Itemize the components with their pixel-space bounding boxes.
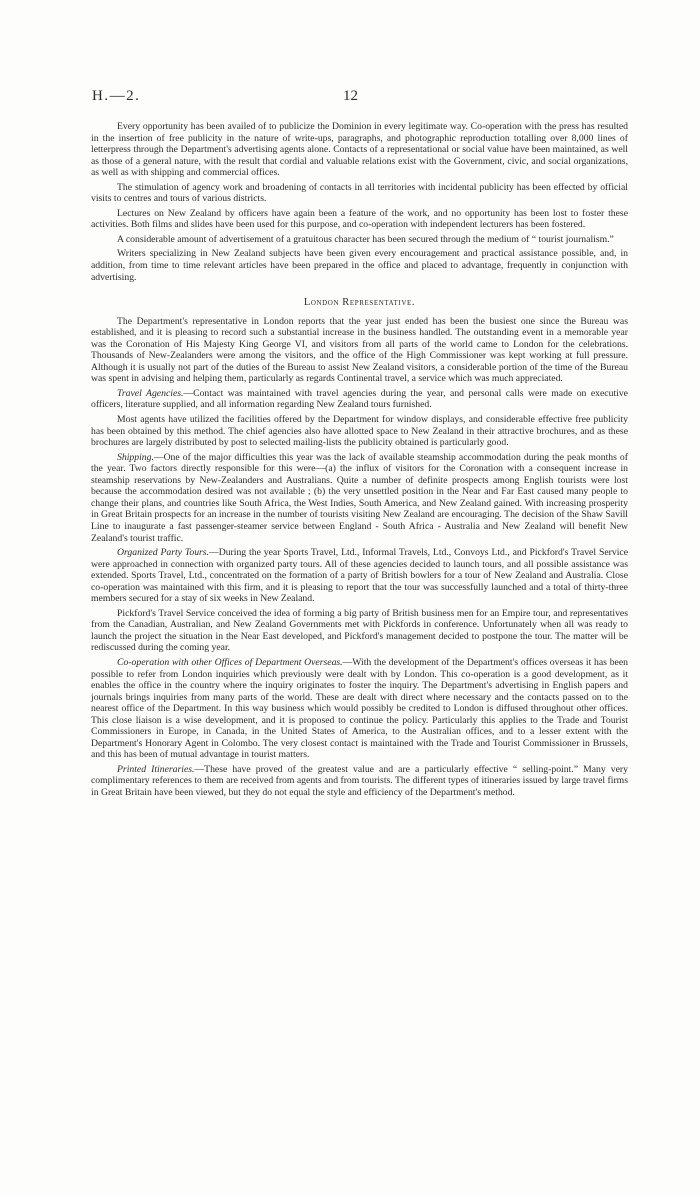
page-number: 12	[343, 88, 358, 104]
paragraph-text: —During the year Sports Travel, Ltd., Informal Travels, Ltd., Convoys Ltd., and Pickford's Travel Service were approached in connection with organized party tours. All of these agencies decided to launch tours, and all possible assistance was extended. Sports Travel, Ltd., concentrated on the formation of a party of British bowlers for a tour of New Zealand and Australia. Close co-operation was maintained with this firm, and it is pleasing to report that the tour was successfully launched and a total of thirty-three members secured for a stay of six weeks in New Zealand.	[91, 547, 628, 605]
paragraph-lead: Travel Agencies.	[117, 387, 184, 399]
paragraph: The stimulation of agency work and broadening of contacts in all territories with incidental publicity has been effected by official visits to centres and tours of various districts.	[91, 181, 628, 205]
paragraph	[91, 414, 628, 449]
paragraph	[91, 657, 628, 761]
paragraph-text: Pickford's Travel Service conceived the idea of forming a big party of British business men for an Empire tour, and representatives from the Canadian, Australian, and New Zealand Governments met with Pickfords in conference. Unfortunately when all was ready to launch the project the situation in the Near East developed, and Pickford's management decided to postpone the tour. The matter will be rediscussed during the coming year.	[91, 607, 628, 654]
paragraph	[91, 316, 628, 385]
paragraph	[91, 764, 628, 799]
body-text	[91, 121, 628, 802]
london-section	[91, 316, 628, 799]
paragraph	[91, 452, 628, 544]
paragraph-lead: Shipping.	[117, 451, 154, 463]
paragraph-lead: Co-operation with other Offices of Department Overseas.	[117, 656, 343, 668]
paragraph-text: —These have proved of the greatest value and are a particularly effective “ selling-point.” Many very complimentary references to them are received from agents and from tourists. The different types of itineraries issued by large travel firms in Great Britain have been viewed, but they do not equal the style and efficiency of the Department's method.	[91, 763, 628, 798]
paragraph-lead: Organized Party Tours.	[117, 547, 210, 559]
paragraph: A considerable amount of advertisement of a gratuitous character has been secured through the medium of “ tourist journalism.”	[117, 233, 614, 245]
paragraph-text: The Department's representative in London reports that the year just ended has been the busiest one since the Bureau was established, and it is pleasing to record such a substantial increase in the business handled. The outstanding event in a memorable year was the Coronation of His Majesty King George VI, and visitors from all parts of the world came to London for the celebrations. Thousands of New-Zealanders were among the visitors, and the office of the High Commissioner was kept working at full pressure. Although it is usually not part of the duties of the Bureau to assist New Zealand visitors, a considerable portion of the time of the Bureau was spent in advising and helping them, particularly as regards Continental travel, a service which was much appreciated.	[91, 315, 628, 385]
paragraph-text: —Contact was maintained with travel agencies during the year, and personal calls were made on executive officers, literature supplied, and all information regarding New Zealand tours furnished.	[91, 387, 628, 411]
paragraph	[91, 388, 628, 411]
paragraph-text: Most agents have utilized the facilities offered by the Department for window displays, and considerable effective free publicity has been obtained by this method. The chief agencies also have allotted space to New Zealand in their attractive brochures, and as these brochures are largely distributed by post to selected mailing-lists the publicity obtained is particularly good.	[91, 414, 628, 449]
paragraph: Writers specializing in New Zealand subjects have been given every encouragement and practical assistance possible, and, in addition, from time to time relevant articles have been prepared in the office and placed to advantage, frequently in conjunction with advertising.	[91, 248, 628, 283]
paragraph-lead: Printed Itineraries.	[117, 763, 195, 775]
paragraph: Every opportunity has been availed of to publicize the Dominion in every legitimate way. Co-operation with the press has resulted in the insertion of free publicity in the nature of write-ups, paragraphs, and photographic reproduction totalling over 8,000 lines of letterpress through the Department's advertising agents alone. Contacts of a representational or social value have been maintained, as well as those of a general nature, with the result that cordial and valuable relations exist with the Government, civic, and social organizations, as well as with shipping and commercial offices.	[91, 121, 628, 179]
section-heading: London Representative.	[303, 297, 416, 309]
document-code: H.—2.	[92, 88, 141, 104]
paragraph	[91, 608, 628, 654]
paragraph-text: —One of the major difficulties this year was the lack of available steamship accommodation during the peak months of the year. Two factors directly responsible for this were—(a) the influx of visitors for the Coronation with a consequent increase in steamship reservations by New-Zealanders and Australians. Quite a number of definite prospects among English tourists were lost because the accommodation desired was not available ; (b) the very unsettled position in the Near and Far East caused many people to change their plans, and countries like South Africa, the West Indies, South America, and New Zealand gained. With increasing prosperity in Great Britain prospects for an increase in the number of tourists visiting New Zealand are encouraging. The decision of the Shaw Savill Line to inaugurate a fast passenger-steamer service between England - South Africa - Australia and New Zealand will benefit New Zealand's tourist traffic.	[91, 451, 628, 544]
page-header	[0, 88, 700, 112]
paragraph-text: —With the development of the Department's offices overseas it has been possible to refer from London inquiries which previously were dealt with by London. This co-operation is a good development, as it enables the office in the country where the inquiry originates to foster the inquiry. The Department's advertising in English papers and journals brings inquiries from many parts of the world. These are dealt with direct where necessary and the contacts passed on to the nearest office of the Department. In this way business which would possibly be credited to London is diffused throughout other offices. This close liaison is a wise development, and it is proposed to continue the policy. Particularly this applies to the Trade and Tourist Commissioners in Europe, in Canada, in the United States of America, to the Australian offices, and to a lesser extent with the Department's Honorary Agent in Colombo. The very closest contact is maintained with the Trade and Tourist Commissioner in Brussels, and this has been of mutual advantage in tourist matters.	[91, 656, 628, 761]
paragraph	[91, 547, 628, 605]
intro-section	[91, 121, 628, 283]
paragraph: Lectures on New Zealand by officers have again been a feature of the work, and no opportunity has been lost to foster these activities. Both films and slides have been used for this purpose, and co-operation with independent lecturers has been fostered.	[91, 207, 628, 231]
